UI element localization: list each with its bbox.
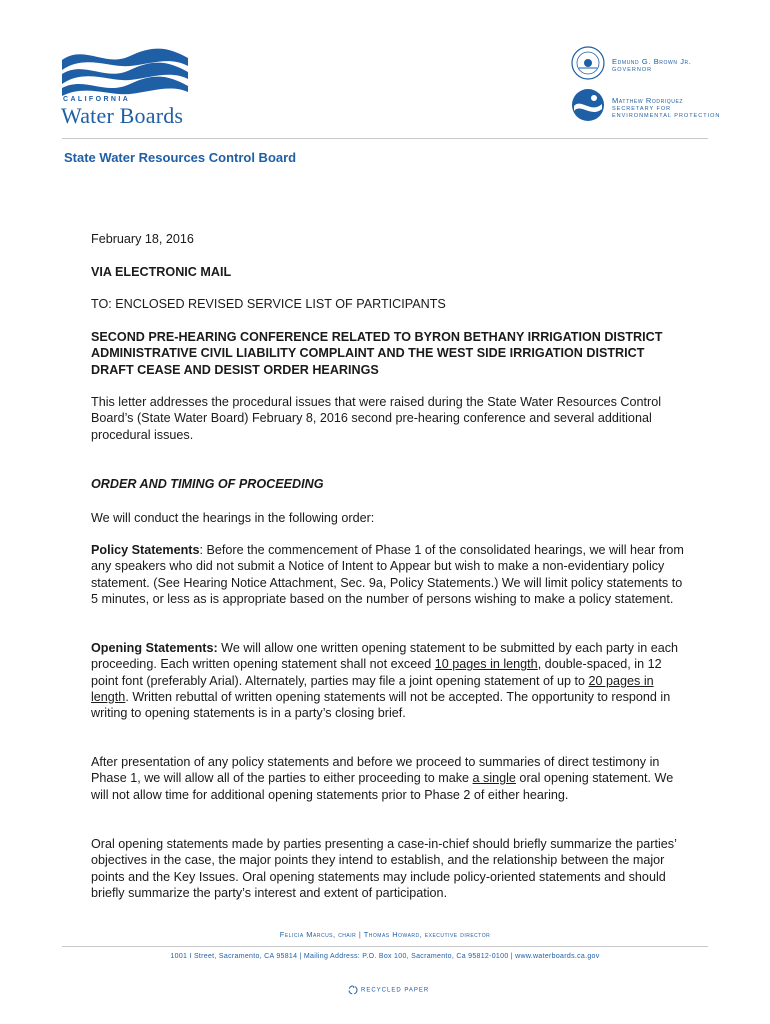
logo-state-text: CALIFORNIA: [63, 96, 131, 103]
secretary-title-line2: ENVIRONMENTAL PROTECTION: [612, 113, 721, 119]
letter-date: February 18, 2016: [91, 232, 194, 246]
after-text-1: After presentation of any policy statements and before we proceed to summaries of direct testimony in Phase 1, we will allow all of the parties to either proceeding to make: [91, 755, 660, 786]
footer-address: 1001 I Street, Sacramento, CA 95814 | Mailing Address: P.O. Box 100, Sacramento, Ca 95812-0100 | www.waterboards.ca.gov: [170, 953, 600, 960]
delivery-method: VIA ELECTRONIC MAIL: [91, 265, 232, 279]
governor-name: Edmund G. Brown Jr.: [612, 57, 692, 66]
calepa-logo-icon: [571, 88, 605, 122]
after-text-2: oral opening statement. We will not allow time for additional opening statements prior to Phase 2 of either hearing.: [91, 771, 674, 802]
recycle-icon: [348, 985, 358, 995]
policy-statements-paragraph: [91, 542, 691, 607]
opening-statements-paragraph: [91, 640, 691, 721]
recycled-paper-note: [348, 985, 429, 995]
board-name: State Water Resources Control Board: [64, 150, 297, 165]
secretary-name: Matthew Rodriquez: [612, 96, 684, 105]
opening-page-limit-1: 10 pages in length: [434, 657, 538, 672]
footer-leadership: Felicia Marcus, chair | Thomas Howard, executive director: [279, 930, 491, 939]
water-boards-logo-waves-icon: [60, 46, 190, 96]
after-policy-paragraph: [91, 754, 691, 803]
intro-paragraph: This letter addresses the procedural issues that were raised during the State Water Resources Control Board’s (State Water Board) February 8, 2016 second pre-hearing conference and several additional procedural issues.: [91, 395, 662, 442]
secretary-title-line1: SECRETARY FOR: [612, 106, 672, 112]
opening-statements-label: Opening Statements:: [91, 641, 218, 655]
opening-statements-text-2: , double-spaced, in 12 point font (preferably Arial). Alternately, parties may file a joint opening statement of up to: [91, 657, 662, 688]
after-single-underlined: a single: [472, 771, 516, 786]
california-seal-icon: [571, 46, 605, 80]
governor-title: GOVERNOR: [612, 67, 653, 73]
opening-statements-text-1: We will allow one written opening statement to be submitted by each party in each proceeding. Each written opening statement shall not exceed: [91, 641, 679, 672]
header-divider: [62, 138, 708, 139]
oral-statements-paragraph: Oral opening statements made by parties presenting a case-in-chief should briefly summarize the parties’ objectives in the case, the major points they intend to establish, and the relationship between the major points and the Key Issues. Oral opening statements may include policy-oriented statements and should briefly summarize the party’s interest and extent of participation.: [91, 837, 677, 900]
logo-name-text: Water Boards: [61, 103, 184, 128]
recycled-paper-text: RECYCLED PAPER: [361, 987, 430, 994]
opening-page-limit-2: 20 pages in length: [91, 673, 654, 704]
policy-statements-label: Policy Statements: [91, 543, 200, 557]
section-heading: ORDER AND TIMING OF PROCEEDING: [91, 477, 324, 491]
recipient-line: TO: ENCLOSED REVISED SERVICE LIST OF PARTICIPANTS: [91, 297, 446, 311]
opening-statements-text-3: . Written rebuttal of written opening statements will not be accepted. The opportunity to respond in writing to opening statements is in a party’s closing brief.: [91, 689, 671, 721]
footer-divider: [62, 946, 708, 947]
policy-statements-text: : Before the commencement of Phase 1 of the consolidated hearings, we will hear from any speakers who did not submit a Notice of Intent to Appear but wish to make a non-evidentiary policy statement. (See Hearing Notice Attachment, Sec. 9a, Policy Statements.) We will limit policy statements to 5 minutes, or less as is appropriate based on the number of persons wishing to make a policy statement.: [91, 543, 684, 606]
conduct-paragraph: We will conduct the hearings in the following order:: [91, 511, 375, 525]
subject-line: SECOND PRE-HEARING CONFERENCE RELATED TO BYRON BETHANY IRRIGATION DISTRICT ADMINISTRATIVE CIVIL LIABILITY COMPLAINT AND THE WEST SIDE IRRIGATION DISTRICT DRAFT CEASE AND DESIST ORDER HEARINGS: [91, 330, 663, 377]
